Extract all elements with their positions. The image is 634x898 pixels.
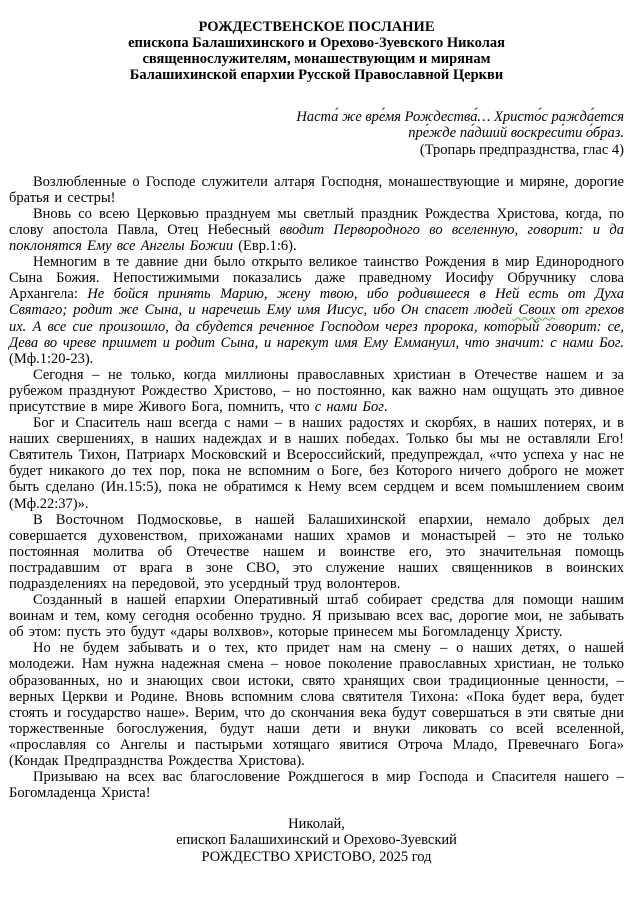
epigraph-line-2: пре́жде па́дший воскреси́ти о́браз. (408, 125, 624, 142)
epigraph-attribution: (Тропарь предпразднства, глас 4) (419, 141, 624, 158)
text-segment: Сегодня – не только, когда миллионы православных христиан в Отечестве нашем и за рубежом празднуют Рождество Христово, – но постоянно, как важно нам ощущать это дивное присутствие в мире Живого Бога, помнить, что (9, 366, 624, 415)
title-line-4: Балашихинской епархии Русской Православной Церкви (129, 67, 504, 84)
signature-name: Николай, (288, 816, 345, 833)
paragraph-7 (9, 592, 624, 640)
text-segment: Не бойся принять Марию, жену твою, ибо родившееся в Ней есть от Духа Святаго; родит же Сына, и наречешь Ему имя Иисус, ибо Он спасет людей (9, 286, 624, 319)
text-segment: от грехов их. А все сие произошло, да сбудется реченное Господом через пророка, который говорит: се, Дева во чреве приимет и родит Сына, и нарекут имя Ему Еммануил, что значит: с нами Бог. (9, 302, 624, 351)
signature-date: РОЖДЕСТВО ХРИСТОВО, 2025 год (201, 848, 432, 865)
text-segment: Созданный в нашей епархии Оперативный штаб собирает средства для помощи нашим воинам и тем, кому сегодня особенно трудно. Я призываю всех вас, дорогие мои, не забывать об этом: пусть это будут «дары волхвов», которые принесем мы Богомладенцу Христу. (9, 592, 624, 641)
paragraph-3 (9, 254, 624, 367)
title-line-3: священнослужителям, монашествующим и мирянам (142, 51, 491, 68)
text-segment: вводит Первородного во вселенную, говорит: и да поклонятся Ему все Ангелы Божии (9, 221, 624, 255)
text-segment: (Мф.1:20-23). (9, 350, 94, 367)
paragraph-1 (9, 174, 624, 206)
paragraph-6 (9, 512, 624, 592)
text-segment: (Евр.1:6). (233, 238, 297, 255)
text-segment: Бог и Спаситель наш всегда с нами – в наших радостях и скорбях, в наших потерях, и в наших свершениях, в наших надеждах и в наших победах. Только бы мы не оставляли Его! Святитель Тихон, Патриарх Московский и Всероссийский, предупреждал, «что успеха у нас не будет никакого до тех пор, пока не вспомним о Боге, без Которого ничего доброго не может быть сделано (Ин.15:5), пока не обратимся к Нему всем сердцем и всем помышлением своим (Мф.22:37)». (9, 415, 624, 512)
text-segment: . (383, 398, 388, 415)
epigraph (9, 109, 624, 157)
paragraph-9 (9, 769, 624, 801)
text-segment: Вновь со всею Церковью празднуем мы светлый праздник Рождества Христова, когда, по слову апостола Павла, Отец Небесный (9, 205, 624, 238)
document-title (9, 19, 624, 83)
paragraph-2 (9, 206, 624, 254)
epigraph-line-1: Наста́ же вре́мя Рождества́… Христо́с ражда́ется (296, 109, 624, 126)
paragraph-4 (9, 367, 624, 415)
text-segment: с нами Бог (314, 398, 384, 415)
text-segment: Возлюбленные о Господе служители алтаря Господня, монашествующие и миряне, дорогие братья и сестры! (9, 173, 624, 206)
paragraph-5 (9, 415, 624, 512)
document-body (9, 174, 624, 802)
signature-title: епископ Балашихинский и Орехово-Зуевский (176, 832, 457, 849)
title-line-1: РОЖДЕСТВЕНСКОЕ ПОСЛАНИЕ (198, 19, 435, 35)
text-segment: Немногим в те давние дни было открыто великое таинство Рождения в мир Единородного Сына Божия. Непостижимыми показались даже праведному Иосифу Обручнику слова Архангела: (9, 254, 624, 303)
text-segment: В Восточном Подмосковье, в нашей Балашихинской епархии, немало добрых дел совершается духовенством, прихожанами наших храмов и монастырей – это не только постоянная молитва об Отечестве нашем и воинстве его, это значительная помощь пострадавшим от врага в зоне СВО, это служение наших священников в воинских подразделениях на передовой, это усердный труд волонтеров. (9, 511, 624, 592)
paragraph-8 (9, 640, 624, 769)
text-segment: Но не будем забывать и о тех, кто придет нам на смену – о наших детях, о нашей молодежи. Нам нужна надежная смена – новое поколение православных христиан, не только образованных, но и знающих свои истоки, свято хранящих свои традиционные ценности, – верных Церкви и Родине. Вновь вспомним слова святителя Тихона: «Пока будет вера, будет стоять и государство наше». Верим, что до скончания века будут совершаться в эти святые дни торжественные богослужения, будут наши дети и внуки ликовать со всей вселенной, «прославляя со Ангелы и пастырьми хотящаго явитися Отроча Младо, Превечнаго Бога» (Кондак Предпразднства Рождества Христова). (9, 640, 624, 770)
text-segment: Призываю на всех вас благословение Рождшегося в мир Господа и Спасителя нашего – Богомладенца Христа! (9, 769, 624, 802)
title-line-2: епископа Балашихинского и Орехово-Зуевского Николая (128, 35, 505, 52)
spellcheck-flagged-word: Своих (512, 302, 556, 319)
signature-block (9, 816, 624, 864)
